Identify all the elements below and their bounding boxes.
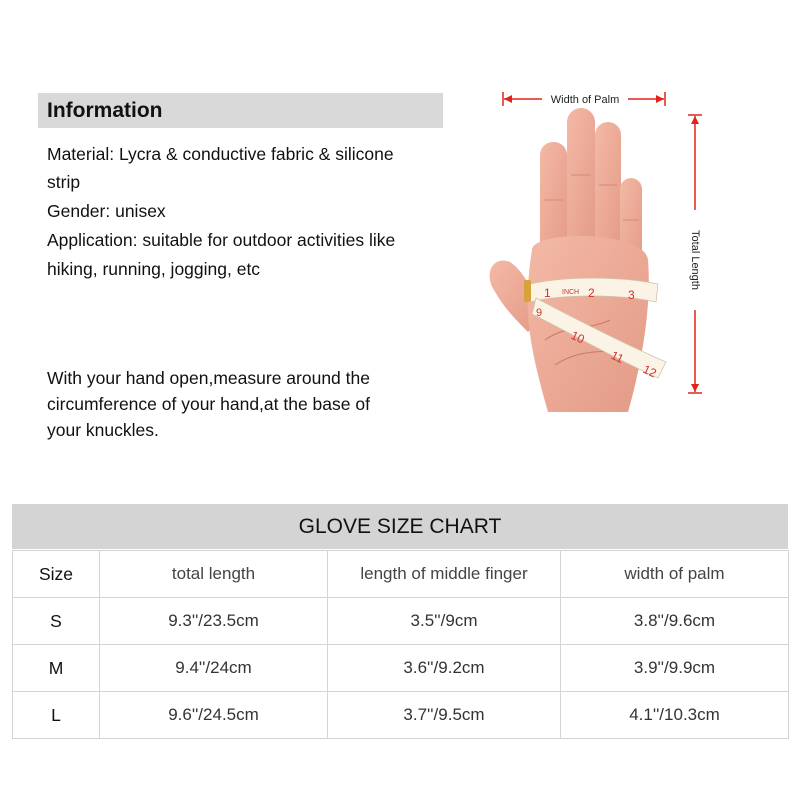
- tape-number-11: 11: [608, 348, 626, 366]
- info-material-cont: strip: [47, 172, 81, 192]
- palm-width-cell: 4.1''/10.3cm: [561, 692, 789, 739]
- size-cell: S: [13, 598, 100, 645]
- tape-number-12: 12: [640, 362, 659, 381]
- tape-number-1: 1: [544, 286, 551, 300]
- middle-finger-cell: 3.5''/9cm: [328, 598, 561, 645]
- tape-number-2: 2: [588, 286, 595, 300]
- table-row: [13, 692, 789, 739]
- hand-measure-diagram: [470, 80, 730, 430]
- total-length-cell: 9.4''/24cm: [100, 645, 328, 692]
- tape-number-10: 10: [568, 328, 587, 347]
- info-header: [38, 93, 443, 128]
- info-gender: Gender: unisex: [47, 201, 166, 221]
- header-total-length: total length: [100, 551, 328, 598]
- header-size: Size: [13, 551, 100, 598]
- size-table: [12, 550, 789, 739]
- hand-shape: [490, 108, 649, 412]
- hand-illustration: [470, 80, 730, 430]
- tape-number-3: 3: [628, 288, 635, 302]
- middle-finger-cell: 3.7''/9.5cm: [328, 692, 561, 739]
- info-title: Information: [47, 99, 163, 122]
- info-application-cont: hiking, running, jogging, etc: [47, 259, 261, 279]
- instruction-line-1: With your hand open,measure around the: [47, 368, 370, 388]
- tape-brand: INCH: [562, 289, 580, 296]
- tape-number-9: 9: [536, 307, 543, 319]
- total-length-label: Total Length: [689, 230, 701, 290]
- total-length-cell: 9.3''/23.5cm: [100, 598, 328, 645]
- chart-title: GLOVE SIZE CHART: [298, 514, 502, 538]
- size-cell: M: [13, 645, 100, 692]
- table-header-row: [13, 551, 789, 598]
- info-material: Material: Lycra & conductive fabric & silicone: [47, 144, 394, 164]
- glove-size-chart: [12, 504, 788, 746]
- middle-finger-cell: 3.6''/9.2cm: [328, 645, 561, 692]
- header-middle-finger: length of middle finger: [328, 551, 561, 598]
- instruction-line-3: your knuckles.: [47, 420, 159, 440]
- chart-title-bar: [12, 504, 788, 549]
- table-row: [13, 645, 789, 692]
- total-length-cell: 9.6''/24.5cm: [100, 692, 328, 739]
- size-cell: L: [13, 692, 100, 739]
- instruction-line-2: circumference of your hand,at the base of: [47, 394, 370, 414]
- table-row: [13, 598, 789, 645]
- header-width-of-palm: width of palm: [561, 551, 789, 598]
- palm-width-cell: 3.9''/9.9cm: [561, 645, 789, 692]
- palm-width-cell: 3.8''/9.6cm: [561, 598, 789, 645]
- width-of-palm-label: Width of Palm: [550, 94, 620, 106]
- info-application: Application: suitable for outdoor activities like: [47, 230, 396, 250]
